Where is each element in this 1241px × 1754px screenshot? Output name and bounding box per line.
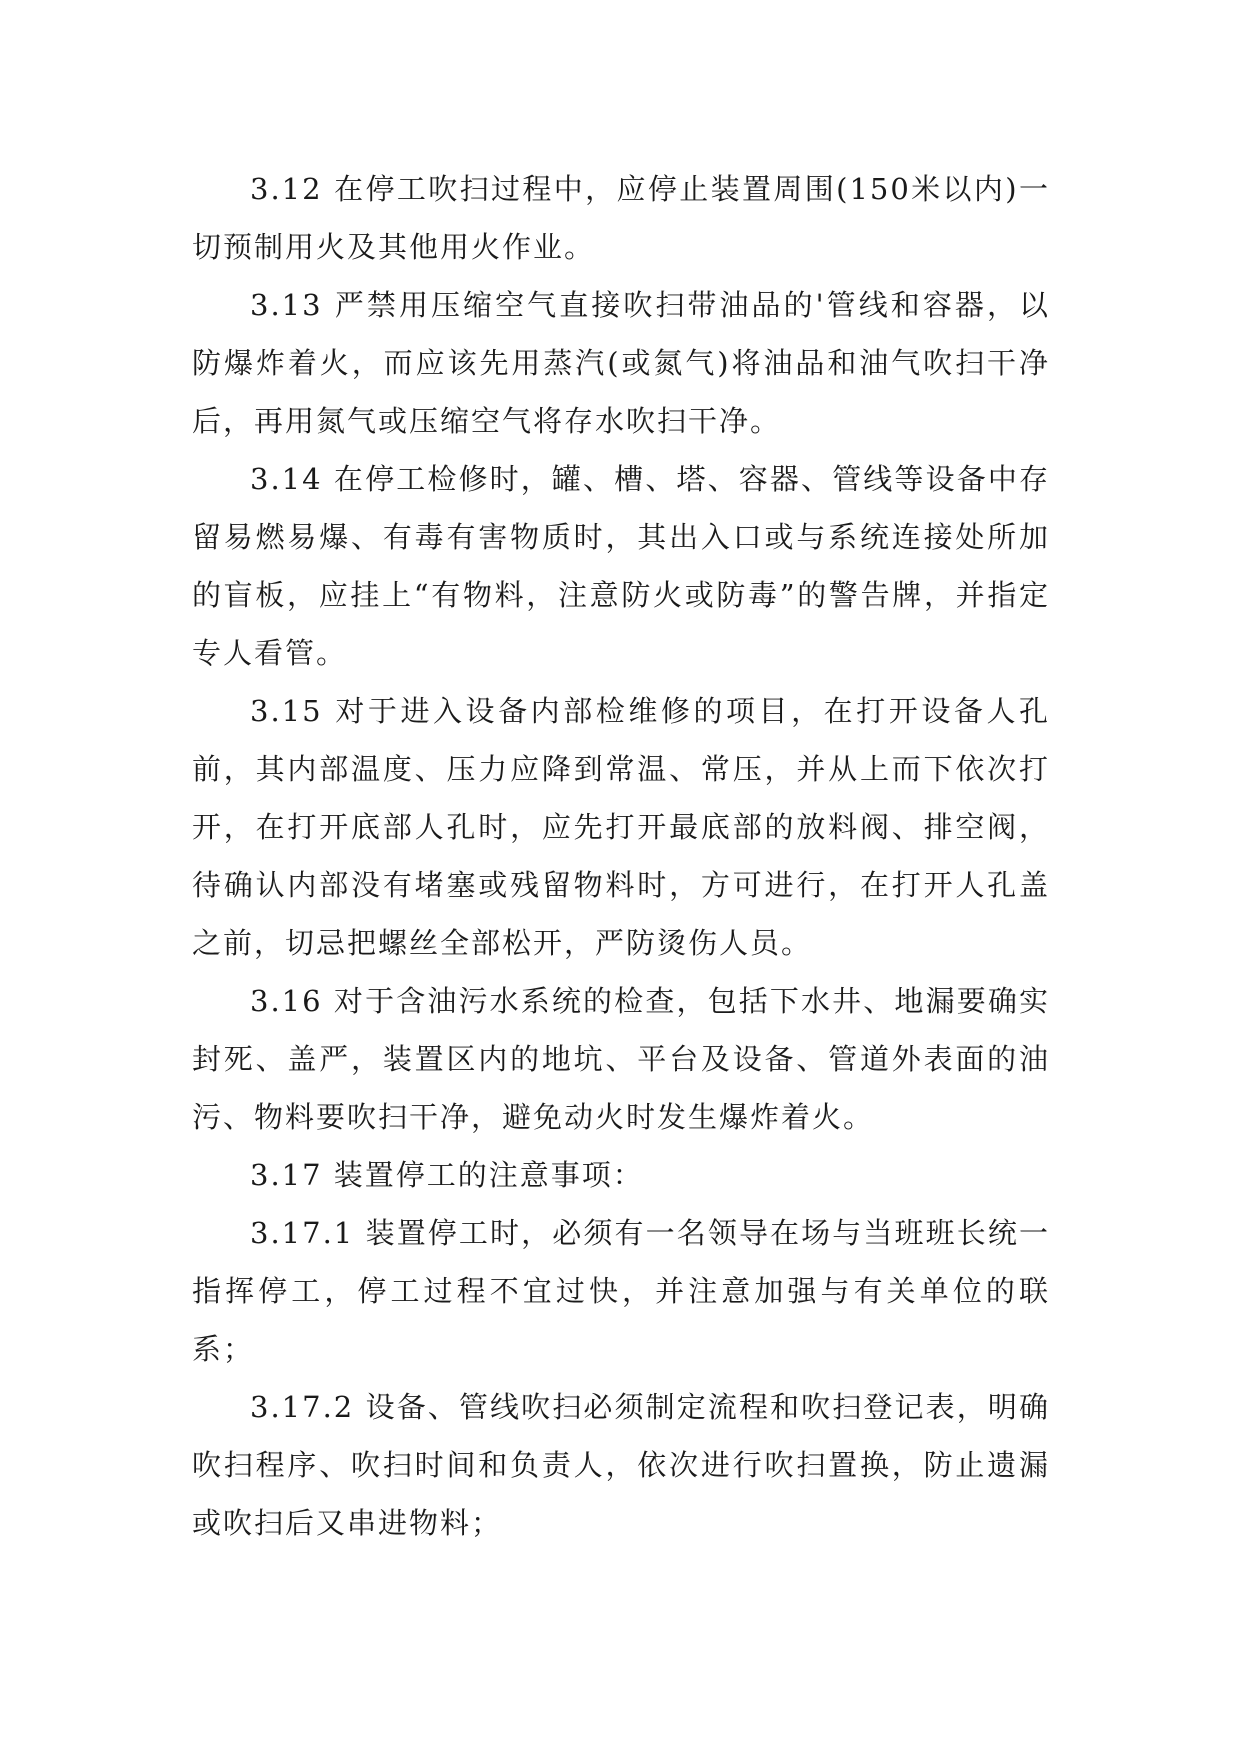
paragraph-3-17-2: 3.17.2 设备、管线吹扫必须制定流程和吹扫登记表，明确吹扫程序、吹扫时间和负责人，依次进行吹扫置换，防止遗漏或吹扫后又串进物料； [192, 1390, 1050, 1540]
paragraph-3-13: 3.13 严禁用压缩空气直接吹扫带油品的'管线和容器，以防爆炸着火，而应该先用蒸汽(或氮气)将油品和油气吹扫干净后，再用氮气或压缩空气将存水吹扫干净。 [192, 288, 1050, 438]
document-body [192, 160, 1050, 1552]
paragraph-3-12: 3.12 在停工吹扫过程中，应停止装置周围(150米以内)一切预制用火及其他用火作业。 [192, 172, 1050, 264]
paragraph-3-17: 3.17 装置停工的注意事项： [250, 1158, 644, 1192]
paragraph-3-17-1: 3.17.1 装置停工时，必须有一名领导在场与当班班长统一指挥停工，停工过程不宜过快，并注意加强与有关单位的联系； [192, 1216, 1050, 1366]
paragraph-3-15: 3.15 对于进入设备内部检维修的项目，在打开设备人孔前，其内部温度、压力应降到常温、常压，并从上而下依次打开，在打开底部人孔时，应先打开最底部的放料阀、排空阀，待确认内部没有堵塞或残留物料时，方可进行，在打开人孔盖之前，切忌把螺丝全部松开，严防烫伤人员。 [192, 694, 1050, 960]
paragraph-3-16: 3.16 对于含油污水系统的检查，包括下水井、地漏要确实封死、盖严，装置区内的地坑、平台及设备、管道外表面的油污、物料要吹扫干净，避免动火时发生爆炸着火。 [192, 984, 1050, 1134]
paragraph-3-14: 3.14 在停工检修时，罐、槽、塔、容器、管线等设备中存留易燃易爆、有毒有害物质时，其出入口或与系统连接处所加的盲板，应挂上“有物料，注意防火或防毒”的警告牌，并指定专人看管。 [192, 462, 1050, 670]
